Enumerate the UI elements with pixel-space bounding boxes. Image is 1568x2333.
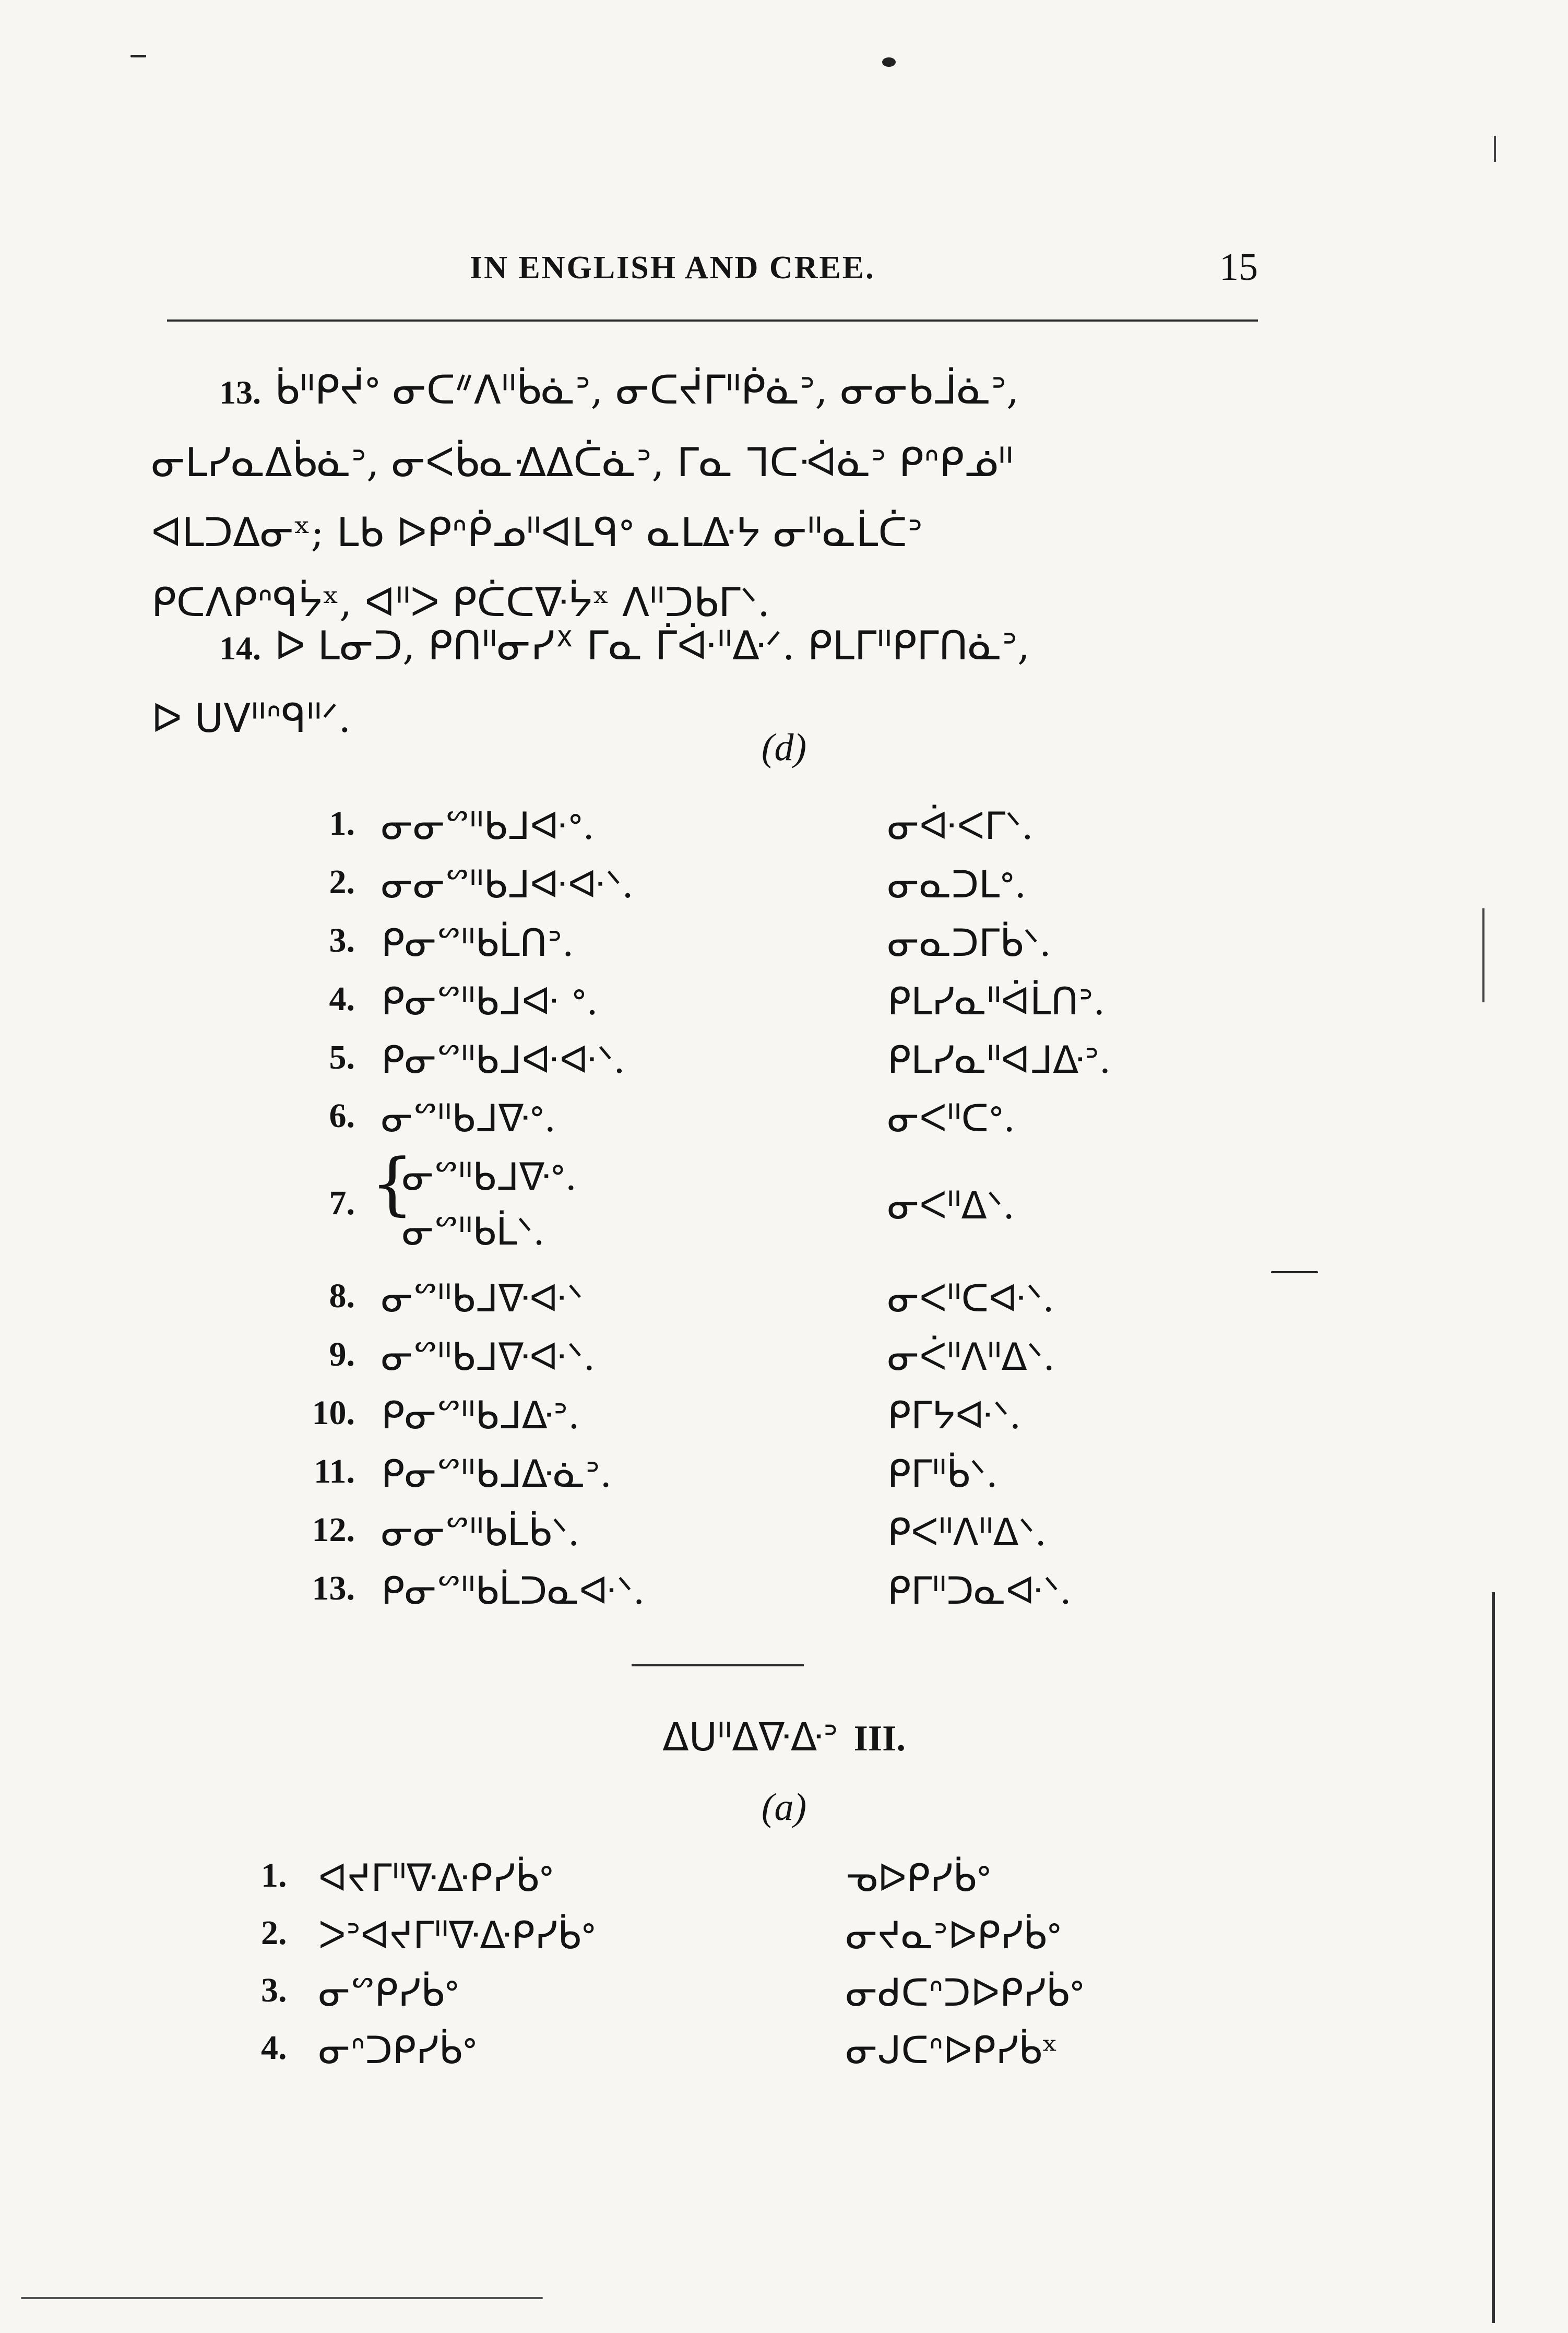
table-row xyxy=(271,1452,1263,1509)
ink-speck xyxy=(130,55,146,57)
scan-noise xyxy=(21,2297,543,2299)
table-row xyxy=(271,1096,1263,1154)
cree-right: ᓂᐸᐦᑕᐤ. xyxy=(887,1096,1016,1140)
row-number: 13. xyxy=(312,1569,355,1607)
table-row xyxy=(271,804,1263,861)
paragraph-number: 14. xyxy=(219,630,261,667)
row-number: 2. xyxy=(261,1914,287,1952)
row-number: 8. xyxy=(329,1277,355,1315)
row-number: 3. xyxy=(329,921,355,960)
table-row xyxy=(271,862,1263,920)
brace-icon: { xyxy=(371,1144,414,1223)
lesson-title-cree: ᐃᑌᐦᐃᐍᐏᐣ xyxy=(662,1715,838,1760)
cree-right: ᑭᒥᐦᑳᐠ. xyxy=(887,1452,998,1496)
row-number: 12. xyxy=(312,1511,355,1549)
cree-right: ᓂᓇᑐᒪᐤ. xyxy=(887,862,1027,906)
cree-left: ᓂᓂᔥᐦᑲᒧᐘᐘᐠ. xyxy=(381,862,634,906)
table-row xyxy=(271,1144,1263,1270)
cree-left: ᓂᐢᑐᑭᓯᑳᐤ xyxy=(318,2028,477,2072)
row-number: 3. xyxy=(261,1971,287,2009)
table-row xyxy=(271,979,1263,1037)
row-number: 2. xyxy=(329,863,355,901)
cree-right: ᓂᐸᐦᐃᐠ. xyxy=(887,1183,1015,1227)
cree-right: ᓂᐚᐸᒥᐠ. xyxy=(887,804,1034,848)
section-divider xyxy=(632,1664,804,1666)
row-number: 1. xyxy=(261,1856,287,1894)
table-row xyxy=(271,1569,1263,1626)
cree-right: ᑭᒪᓯᓇᐦᐋᒫᑎᐣ. xyxy=(887,979,1106,1023)
cree-right: ᑭᒥᐦᑐᓇᐘᐠ. xyxy=(887,1569,1072,1613)
cree-left: ᐳᐣᐊᔪᒥᐦᐍᐏᑭᓯᑳᐤ xyxy=(318,1913,596,1957)
table-row xyxy=(271,1335,1263,1392)
cree-right: ᓂᐸᐦᑕᐘᐠ. xyxy=(887,1276,1054,1320)
table-row xyxy=(271,1038,1263,1095)
cree-left-alt: ᓂᔥᐦᑲᒫᐠ. xyxy=(402,1210,545,1253)
cree-left: ᐊᔪᒥᐦᐍᐏᑭᓯᑳᐤ xyxy=(318,1856,554,1900)
cree-left: ᑭᓂᔥᐦᑲᒧᐘᐘᐠ. xyxy=(381,1038,625,1082)
table-row xyxy=(271,921,1263,978)
cree-left: ᑭᓂᔥᐦᑲᒫᑎᐣ. xyxy=(381,921,574,965)
cree-left: ᓂᔥᐦᑲᒧᐍᐤ. xyxy=(402,1155,577,1199)
paragraph-number: 13. xyxy=(219,374,261,411)
cree-right: ᑭᒪᓯᓇᐦᐊᒧᐏᐣ. xyxy=(887,1038,1111,1082)
header-rule xyxy=(167,319,1258,322)
cree-right: ᓀᐅᑭᓯᑳᐤ xyxy=(846,1856,991,1900)
edge-mark xyxy=(1482,908,1484,1002)
lesson-title xyxy=(0,1715,1568,1760)
cree-right: ᓂᒍᑕᐢᐅᑭᓯᑳˣ xyxy=(846,2028,1058,2072)
table-row xyxy=(261,1913,1253,1971)
syllabic-line: ᐅ ᑌᐯᐦᐢᑫᐦᐟ. xyxy=(151,695,351,741)
ink-speck xyxy=(1271,1271,1318,1273)
cree-left: ᑭᓂᔥᐦᑲᒧᐏᓈᐣ. xyxy=(381,1452,612,1496)
cree-right: ᑭᐸᐦᐱᐦᐃᐠ. xyxy=(887,1510,1047,1554)
lesson-number: III. xyxy=(853,1719,906,1759)
ink-speck xyxy=(882,57,896,67)
syllabic-line: ᐊᒪᑐᐃᓂˣ; ᒪᑲ ᐅᑭᐢᑮᓄᐦᐊᒪᑫᐤ ᓇᒪᐏᔭ ᓂᐦᓇᒫᑖᐣ xyxy=(151,509,923,555)
cree-right: ᑭᒥᔭᐘᐠ. xyxy=(887,1393,1021,1437)
page-header xyxy=(167,245,1258,303)
paragraph-13 xyxy=(151,355,1263,637)
row-number: 4. xyxy=(329,980,355,1018)
table-row xyxy=(271,1393,1263,1451)
cree-left: ᓂᔥᐦᑲᒧᐍᐘᐠ xyxy=(381,1276,584,1320)
cree-left: ᑭᓂᔥᐦᑲᒧᐏᐣ. xyxy=(381,1393,580,1437)
edge-mark xyxy=(1492,1592,1495,2323)
table-row xyxy=(261,1856,1253,1913)
cree-right: ᓂᓇᑐᒥᑳᐠ. xyxy=(887,921,1051,965)
page-number: 15 xyxy=(1219,246,1258,289)
row-number: 9. xyxy=(329,1335,355,1373)
cree-left: ᓂᔥᐦᑲᒧᐍᐘᐠ. xyxy=(381,1335,596,1379)
cree-left: ᓂᓂᔥᐦᑲᒫᑳᐠ. xyxy=(381,1510,580,1554)
row-number: 10. xyxy=(312,1394,355,1432)
table-row xyxy=(271,1510,1263,1568)
syllabic-line: ᑳᐦᑭᔫᐤ ᓂᑕᐥᐱᐦᑳᓈᐣ, ᓂᑕᔫᒥᐦᑮᓈᐣ, ᓂᓂᑲᒨᓈᐣ, xyxy=(275,366,1019,413)
running-title: IN ENGLISH AND CREE. xyxy=(470,250,875,286)
row-number: 4. xyxy=(261,2029,287,2067)
cree-left: ᑭᓂᔥᐦᑲᒧᐘ ᐤ. xyxy=(381,979,598,1023)
table-row xyxy=(261,2028,1253,2086)
cree-right: ᓂᔪᓇᐣᐅᑭᓯᑳᐤ xyxy=(846,1913,1062,1957)
row-number: 5. xyxy=(329,1038,355,1076)
table-row xyxy=(271,1276,1263,1334)
row-number: 11. xyxy=(314,1452,355,1490)
section-label-d: (d) xyxy=(761,726,807,769)
cree-right: ᓂᑯᑕᐢᑐᐅᑭᓯᑳᐤ xyxy=(846,1971,1084,2015)
section-label-a: (a) xyxy=(761,1786,807,1829)
row-number: 6. xyxy=(329,1097,355,1135)
row-number: 7. xyxy=(329,1184,355,1222)
edge-mark xyxy=(1494,136,1496,162)
cree-left: ᓂᔥᐦᑲᒧᐍᐤ. xyxy=(381,1096,556,1140)
table-row xyxy=(261,1971,1253,2028)
row-number: 1. xyxy=(329,804,355,843)
syllabic-line: ᓂᒪᓯᓇᐃᑳᓈᐣ, ᓂᐸᑳᓇᐎᐃᑖᓈᐣ, ᒥᓇ ᒣᑕᐙᓈᐣ ᑭᐢᑭᓅᐦ xyxy=(151,439,1014,485)
cree-left: ᑭᓂᔥᐦᑲᒫᑐᓇᐘᐠ. xyxy=(381,1569,645,1613)
syllabic-line: ᑭᑕᐱᑭᐢᑫᔮˣ, ᐊᐦᐳ ᑭᑖᑕᐍᔮˣ ᐱᐦᑐᑲᒥᐠ. xyxy=(151,579,770,625)
cree-right: ᓂᐹᐦᐱᐦᐃᐠ. xyxy=(887,1335,1055,1379)
cree-left: ᓂᓂᔥᐦᑲᒧᐘᐤ. xyxy=(381,804,595,848)
syllabic-line: ᐅ ᒪᓂᑐ, ᑭᑎᐦᓂᓯᕽ ᒥᓇ ᒦᐚᐦᐏᐟ. ᑭᒪᒥᐦᑭᒥᑎᓈᐣ, xyxy=(275,622,1030,669)
cree-left: ᓂᔥᑭᓯᑳᐤ xyxy=(318,1971,459,2015)
